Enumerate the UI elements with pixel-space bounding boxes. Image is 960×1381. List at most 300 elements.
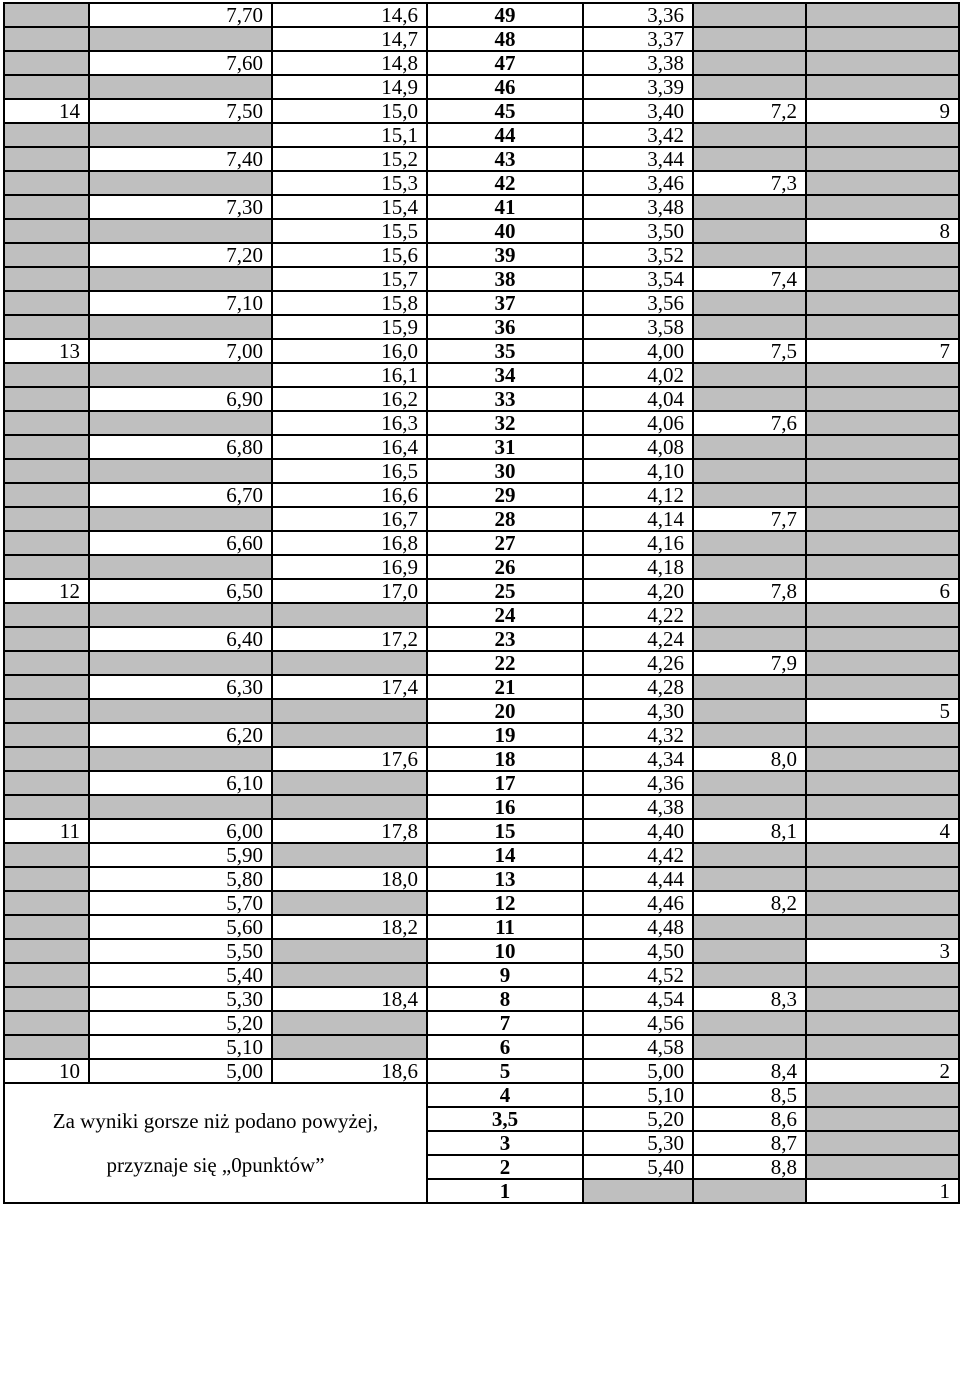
cell-c5: 3,54 [583,267,693,291]
cell-c1: 12 [4,579,89,603]
table-row [4,1035,959,1059]
cell-c3: 15,1 [272,123,427,147]
cell-c5: 4,08 [583,435,693,459]
cell-c6 [693,51,806,75]
cell-c6 [693,723,806,747]
cell-c3: 16,1 [272,363,427,387]
cell-c3 [272,771,427,795]
note-cell [4,1083,427,1203]
cell-c5: 4,38 [583,795,693,819]
cell-c2: 7,40 [89,147,272,171]
note-line-1: Za wyniki gorsze niż podano powyżej, [52,1109,379,1133]
cell-c3: 16,9 [272,555,427,579]
table-row [4,51,959,75]
cell-c6 [693,75,806,99]
cell-c6 [693,363,806,387]
cell-c6 [693,699,806,723]
cell-c6: 8,5 [693,1083,806,1107]
cell-c7 [806,171,959,195]
cell-c7 [806,507,959,531]
cell-c1 [4,867,89,891]
cell-c1 [4,291,89,315]
cell-c1 [4,51,89,75]
table-row [4,315,959,339]
cell-c6 [693,483,806,507]
cell-c3 [272,891,427,915]
cell-c5: 4,46 [583,891,693,915]
cell-c4: 13 [427,867,583,891]
cell-c6: 8,3 [693,987,806,1011]
cell-c4: 23 [427,627,583,651]
cell-c1 [4,483,89,507]
cell-c5: 4,54 [583,987,693,1011]
cell-c4: 36 [427,315,583,339]
cell-c1 [4,915,89,939]
table-row [4,963,959,987]
cell-c7 [806,1083,959,1107]
cell-c5: 3,58 [583,315,693,339]
cell-c6: 7,7 [693,507,806,531]
cell-c4: 21 [427,675,583,699]
cell-c6 [693,123,806,147]
cell-c3 [272,939,427,963]
cell-c5: 4,26 [583,651,693,675]
cell-c6 [693,603,806,627]
cell-c6: 8,7 [693,1131,806,1155]
cell-c7 [806,867,959,891]
cell-c6 [693,387,806,411]
cell-c3: 16,5 [272,459,427,483]
cell-c7 [806,891,959,915]
cell-c4: 30 [427,459,583,483]
table-row [4,1059,959,1083]
cell-c5: 5,10 [583,1083,693,1107]
cell-c5: 3,40 [583,99,693,123]
cell-c6: 8,8 [693,1155,806,1179]
cell-c1 [4,987,89,1011]
cell-c2: 5,40 [89,963,272,987]
table-row [4,147,959,171]
cell-c5: 3,38 [583,51,693,75]
cell-c3: 15,6 [272,243,427,267]
table-row [4,867,959,891]
cell-c7 [806,1107,959,1131]
cell-c3: 18,6 [272,1059,427,1083]
cell-c5: 4,32 [583,723,693,747]
table-row [4,99,959,123]
cell-c2 [89,75,272,99]
cell-c1 [4,795,89,819]
cell-c6: 7,5 [693,339,806,363]
cell-c1 [4,267,89,291]
cell-c5: 3,48 [583,195,693,219]
cell-c6: 7,9 [693,651,806,675]
cell-c3: 16,3 [272,411,427,435]
cell-c2 [89,555,272,579]
cell-c7 [806,747,959,771]
cell-c3 [272,795,427,819]
cell-c7 [806,435,959,459]
table-row [4,675,959,699]
cell-c2: 6,70 [89,483,272,507]
cell-c7 [806,51,959,75]
cell-c2 [89,171,272,195]
cell-c7 [806,27,959,51]
cell-c1 [4,963,89,987]
cell-c7 [806,459,959,483]
cell-c2 [89,411,272,435]
table-row [4,627,959,651]
note-line-2: przyznaje się „0punktów” [106,1153,325,1177]
cell-c1 [4,123,89,147]
cell-c1 [4,507,89,531]
cell-c1 [4,843,89,867]
cell-c3: 16,2 [272,387,427,411]
cell-c3: 17,2 [272,627,427,651]
cell-c1 [4,939,89,963]
cell-c1: 13 [4,339,89,363]
cell-c2: 5,50 [89,939,272,963]
cell-c7 [806,1131,959,1155]
cell-c2 [89,315,272,339]
cell-c2 [89,267,272,291]
table-row [4,507,959,531]
table-row [4,75,959,99]
cell-c3: 15,4 [272,195,427,219]
cell-c6: 8,2 [693,891,806,915]
cell-c6 [693,1035,806,1059]
table-row [4,531,959,555]
cell-c3: 16,6 [272,483,427,507]
cell-c6 [693,1179,806,1203]
cell-c1 [4,171,89,195]
cell-c7 [806,963,959,987]
cell-c2: 5,60 [89,915,272,939]
cell-c1 [4,387,89,411]
cell-c5: 4,14 [583,507,693,531]
cell-c3: 15,5 [272,219,427,243]
cell-c2 [89,603,272,627]
cell-c7 [806,675,959,699]
cell-c1 [4,75,89,99]
cell-c4: 2 [427,1155,583,1179]
cell-c1 [4,1011,89,1035]
table-row [4,27,959,51]
cell-c3 [272,603,427,627]
cell-c5: 5,00 [583,1059,693,1083]
table-row [4,267,959,291]
cell-c5: 4,22 [583,603,693,627]
cell-c4: 6 [427,1035,583,1059]
cell-c3: 14,9 [272,75,427,99]
cell-c7 [806,195,959,219]
cell-c7: 8 [806,219,959,243]
cell-c4: 48 [427,27,583,51]
cell-c5: 4,24 [583,627,693,651]
cell-c7 [806,483,959,507]
cell-c4: 11 [427,915,583,939]
cell-c1 [4,891,89,915]
cell-c2: 5,30 [89,987,272,1011]
table-row [4,1011,959,1035]
cell-c1 [4,675,89,699]
table-row [4,1083,959,1107]
cell-c6: 8,1 [693,819,806,843]
cell-c1 [4,195,89,219]
cell-c2 [89,795,272,819]
cell-c5: 4,00 [583,339,693,363]
cell-c6 [693,939,806,963]
cell-c6: 7,2 [693,99,806,123]
cell-c6 [693,27,806,51]
cell-c2 [89,699,272,723]
cell-c7 [806,555,959,579]
cell-c4: 8 [427,987,583,1011]
cell-c6: 8,0 [693,747,806,771]
cell-c7 [806,315,959,339]
cell-c7: 7 [806,339,959,363]
cell-c6 [693,243,806,267]
table-row [4,603,959,627]
cell-c2: 7,10 [89,291,272,315]
cell-c4: 41 [427,195,583,219]
cell-c5: 4,30 [583,699,693,723]
table-row [4,579,959,603]
score-table-body [4,3,959,1203]
cell-c3 [272,843,427,867]
cell-c5: 5,30 [583,1131,693,1155]
cell-c2: 6,90 [89,387,272,411]
table-row [4,915,959,939]
cell-c4: 47 [427,51,583,75]
cell-c6 [693,435,806,459]
cell-c1: 14 [4,99,89,123]
cell-c1 [4,315,89,339]
cell-c1 [4,531,89,555]
cell-c4: 17 [427,771,583,795]
cell-c6 [693,675,806,699]
table-row [4,771,959,795]
cell-c4: 15 [427,819,583,843]
cell-c4: 14 [427,843,583,867]
cell-c3: 15,8 [272,291,427,315]
cell-c4: 32 [427,411,583,435]
cell-c2 [89,747,272,771]
cell-c5: 4,04 [583,387,693,411]
cell-c5: 3,50 [583,219,693,243]
cell-c1 [4,651,89,675]
cell-c4: 39 [427,243,583,267]
cell-c3: 14,7 [272,27,427,51]
cell-c3: 15,7 [272,267,427,291]
cell-c5: 4,20 [583,579,693,603]
cell-c6: 8,6 [693,1107,806,1131]
table-row [4,747,959,771]
table-row [4,723,959,747]
cell-c7 [806,627,959,651]
table-row [4,219,959,243]
table-row [4,699,959,723]
cell-c5: 3,36 [583,3,693,27]
cell-c7 [806,147,959,171]
cell-c6 [693,867,806,891]
cell-c5: 3,44 [583,147,693,171]
cell-c1 [4,435,89,459]
cell-c4: 49 [427,3,583,27]
cell-c7: 3 [806,939,959,963]
cell-c3: 18,0 [272,867,427,891]
cell-c2: 5,70 [89,891,272,915]
table-row [4,363,959,387]
cell-c5: 4,50 [583,939,693,963]
table-row [4,195,959,219]
cell-c5: 3,37 [583,27,693,51]
cell-c1 [4,1035,89,1059]
cell-c6 [693,291,806,315]
cell-c4: 45 [427,99,583,123]
cell-c3: 17,4 [272,675,427,699]
cell-c7 [806,987,959,1011]
cell-c4: 7 [427,1011,583,1035]
cell-c7 [806,75,959,99]
cell-c3: 14,8 [272,51,427,75]
cell-c4: 38 [427,267,583,291]
cell-c2: 6,40 [89,627,272,651]
cell-c2: 5,10 [89,1035,272,1059]
cell-c3: 18,4 [272,987,427,1011]
cell-c6 [693,555,806,579]
cell-c6 [693,915,806,939]
cell-c3: 18,2 [272,915,427,939]
cell-c4: 22 [427,651,583,675]
cell-c3: 17,6 [272,747,427,771]
score-table [3,2,960,1204]
cell-c7 [806,1011,959,1035]
cell-c5: 5,20 [583,1107,693,1131]
cell-c6 [693,771,806,795]
cell-c4: 20 [427,699,583,723]
cell-c2: 5,90 [89,843,272,867]
cell-c1 [4,3,89,27]
cell-c3: 17,0 [272,579,427,603]
cell-c6 [693,195,806,219]
cell-c5: 3,52 [583,243,693,267]
table-row [4,459,959,483]
cell-c4: 34 [427,363,583,387]
cell-c6: 7,3 [693,171,806,195]
table-row [4,243,959,267]
cell-c5: 4,12 [583,483,693,507]
cell-c4: 3,5 [427,1107,583,1131]
cell-c1 [4,411,89,435]
cell-c3: 15,3 [272,171,427,195]
cell-c7: 4 [806,819,959,843]
cell-c3: 15,0 [272,99,427,123]
cell-c7 [806,291,959,315]
cell-c6: 7,6 [693,411,806,435]
cell-c4: 43 [427,147,583,171]
cell-c1 [4,723,89,747]
cell-c3: 16,4 [272,435,427,459]
cell-c7 [806,603,959,627]
cell-c7 [806,651,959,675]
cell-c5: 3,46 [583,171,693,195]
table-row [4,483,959,507]
cell-c5: 4,56 [583,1011,693,1035]
cell-c1 [4,243,89,267]
cell-c5: 4,40 [583,819,693,843]
cell-c3: 16,7 [272,507,427,531]
cell-c3 [272,963,427,987]
cell-c6: 7,4 [693,267,806,291]
cell-c3: 16,0 [272,339,427,363]
cell-c7 [806,795,959,819]
cell-c5: 4,34 [583,747,693,771]
cell-c1 [4,147,89,171]
table-row [4,651,959,675]
cell-c4: 9 [427,963,583,987]
cell-c6 [693,219,806,243]
cell-c4: 12 [427,891,583,915]
cell-c4: 26 [427,555,583,579]
cell-c1 [4,459,89,483]
cell-c1 [4,27,89,51]
cell-c5: 4,02 [583,363,693,387]
cell-c2: 6,20 [89,723,272,747]
cell-c7 [806,123,959,147]
cell-c5: 4,18 [583,555,693,579]
cell-c3: 15,9 [272,315,427,339]
cell-c4: 44 [427,123,583,147]
cell-c4: 1 [427,1179,583,1203]
cell-c2: 6,80 [89,435,272,459]
cell-c6 [693,963,806,987]
cell-c5: 4,42 [583,843,693,867]
cell-c3 [272,1035,427,1059]
cell-c5: 5,40 [583,1155,693,1179]
cell-c1: 11 [4,819,89,843]
cell-c2 [89,363,272,387]
cell-c2: 6,60 [89,531,272,555]
cell-c1 [4,771,89,795]
cell-c2: 5,80 [89,867,272,891]
cell-c2 [89,651,272,675]
cell-c7 [806,363,959,387]
cell-c1 [4,555,89,579]
cell-c2: 7,70 [89,3,272,27]
cell-c4: 46 [427,75,583,99]
cell-c3 [272,651,427,675]
cell-c3: 17,8 [272,819,427,843]
cell-c6 [693,147,806,171]
cell-c6: 7,8 [693,579,806,603]
cell-c3 [272,723,427,747]
cell-c4: 16 [427,795,583,819]
cell-c5: 4,44 [583,867,693,891]
cell-c6 [693,843,806,867]
cell-c5: 3,56 [583,291,693,315]
cell-c5 [583,1179,693,1203]
cell-c7 [806,771,959,795]
cell-c7 [806,915,959,939]
table-row [4,939,959,963]
cell-c7 [806,1035,959,1059]
cell-c4: 33 [427,387,583,411]
cell-c6 [693,459,806,483]
cell-c3: 14,6 [272,3,427,27]
cell-c1 [4,747,89,771]
cell-c2: 7,30 [89,195,272,219]
